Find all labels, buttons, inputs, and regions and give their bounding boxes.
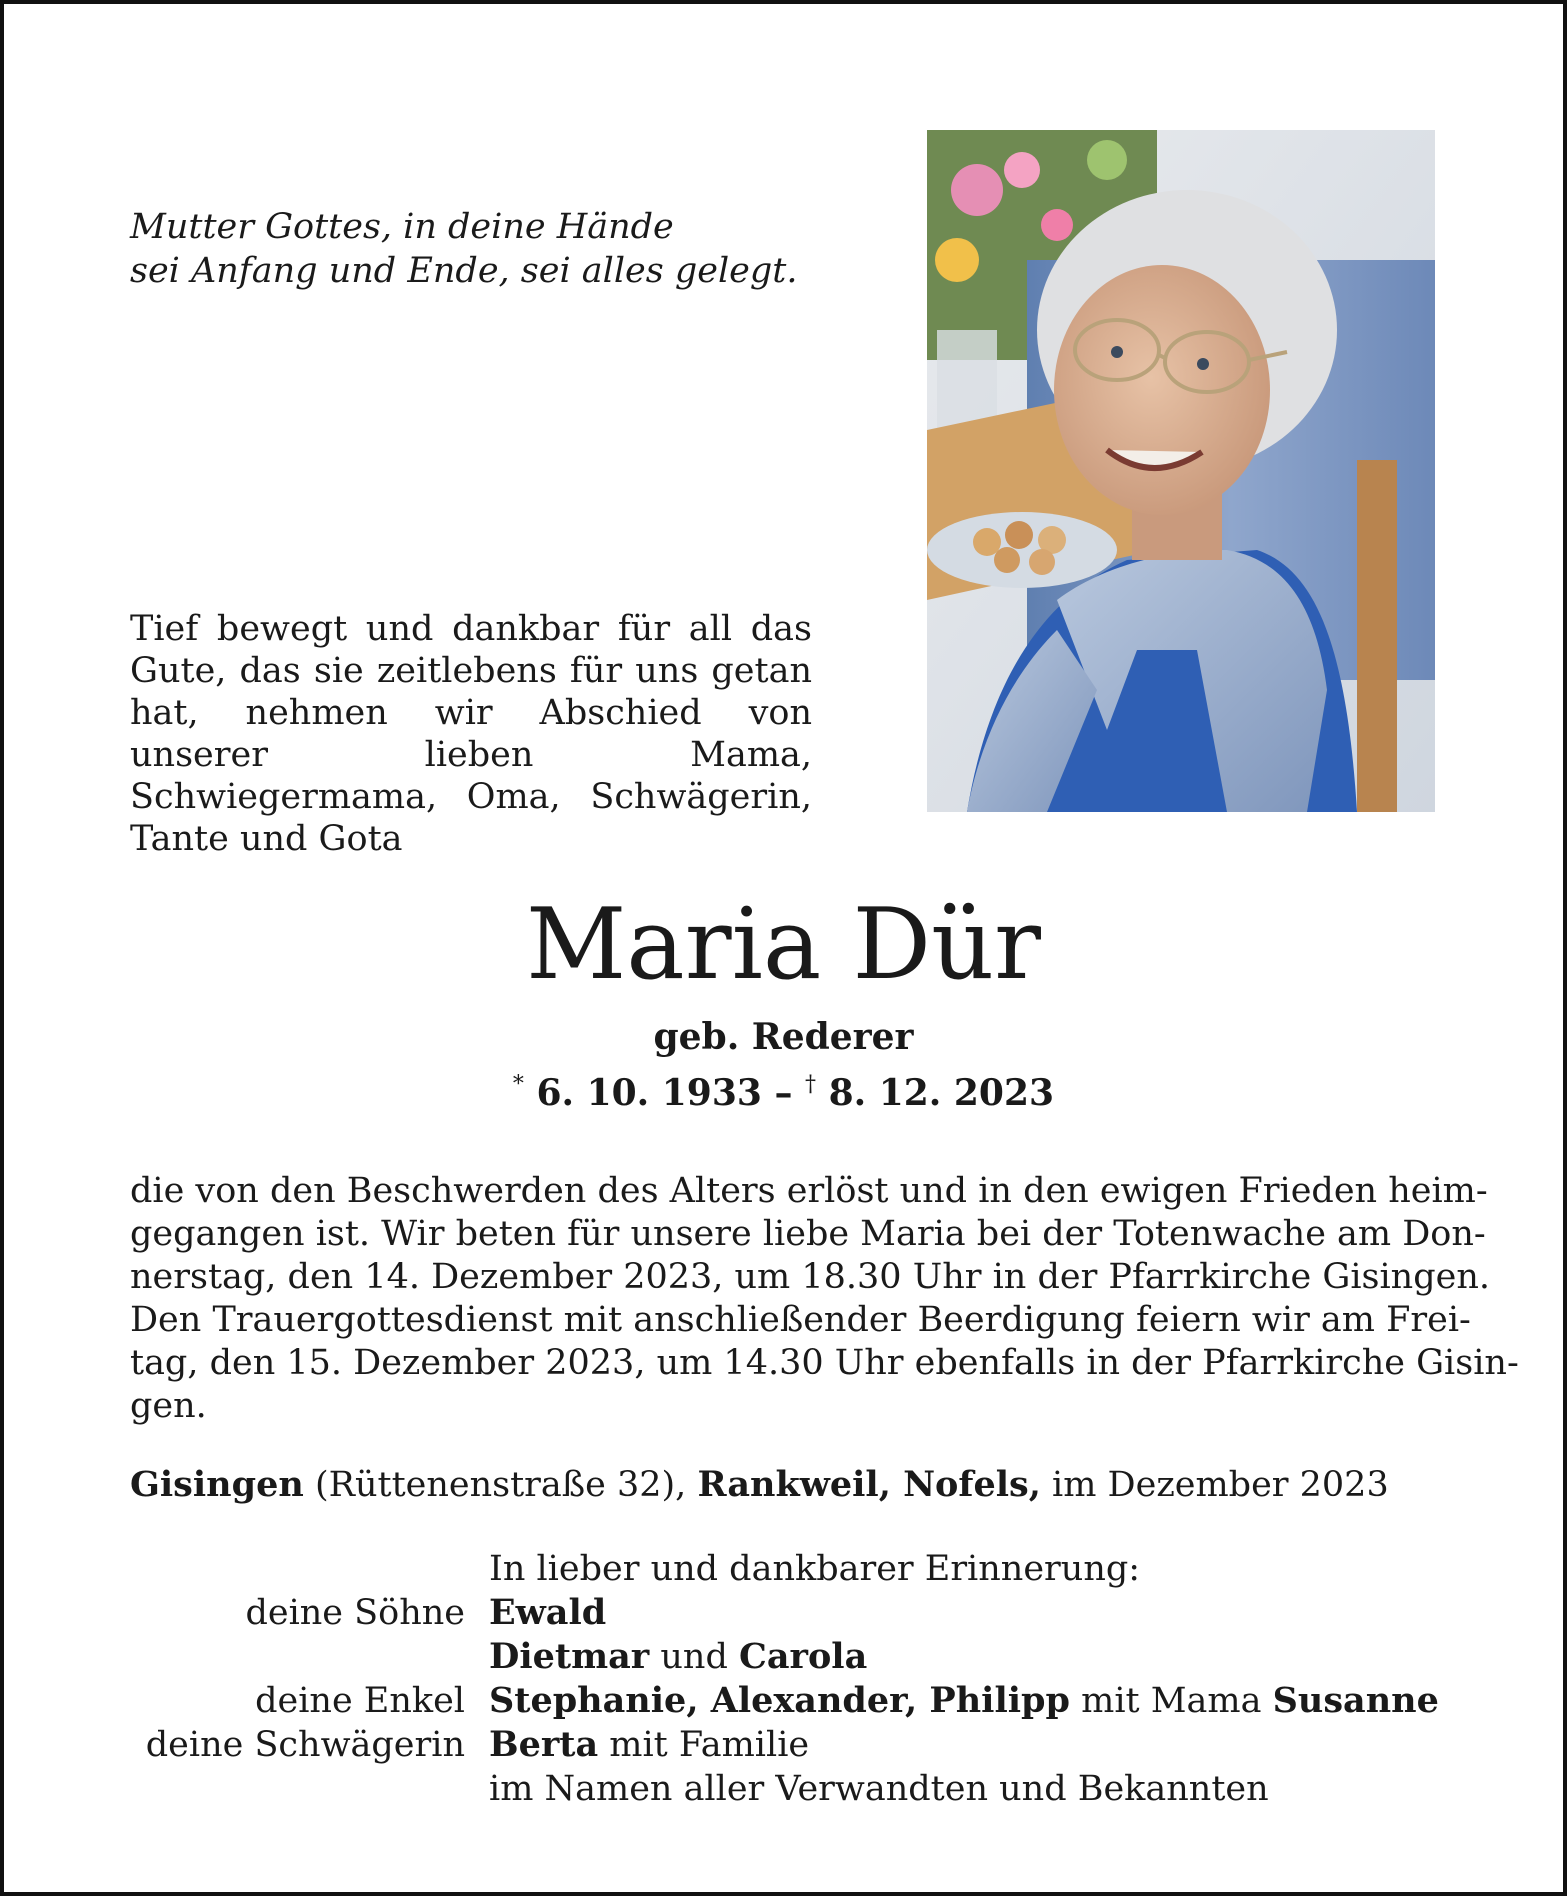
details-line: tag, den 15. Dezember 2023, um 14.30 Uhr ebenfalls in der Pfarrkirche Gisin- bbox=[130, 1343, 1519, 1383]
closing-footer: im Namen aller Verwandten und Bekannten bbox=[489, 1769, 1269, 1809]
mourner-name: Dietmar bbox=[489, 1636, 650, 1677]
mourner-name: Stephanie, Alexander, Philipp bbox=[489, 1680, 1071, 1721]
intro-paragraph: Tief bewegt und dankbar für all das Gute, das sie zeitlebens für uns getan hat, nehmen wir Abschied von unserer lieben Mama, Schwiegermama, Oma, Schwägerin, Tante und Gota bbox=[130, 609, 812, 859]
relation-label: deine Enkel bbox=[255, 1681, 465, 1721]
closing-heading: In lieber und dankbarer Erinnerung: bbox=[489, 1549, 1141, 1589]
motto-line-1: Mutter Gottes, in deine Hände bbox=[130, 207, 674, 247]
place-address: (Rüttenenstraße 32), bbox=[303, 1465, 698, 1505]
place-town-2: Rankweil, Nofels, bbox=[697, 1464, 1041, 1505]
death-date: 8. 12. 2023 bbox=[828, 1072, 1055, 1114]
maiden-name: geb. Rederer bbox=[653, 1016, 914, 1058]
motto-verse bbox=[130, 205, 797, 293]
place-town-1: Gisingen bbox=[130, 1464, 304, 1505]
mourner-name: Susanne bbox=[1272, 1680, 1439, 1721]
details-line: nerstag, den 14. Dezember 2023, um 18.30 Uhr in der Pfarrkirche Gisingen. bbox=[130, 1257, 1491, 1297]
date-separator: – bbox=[774, 1072, 793, 1114]
life-dates bbox=[0, 1063, 1567, 1115]
mourner-name: Berta bbox=[489, 1724, 599, 1765]
death-mark: † bbox=[805, 1072, 817, 1097]
mourner-name: Carola bbox=[738, 1636, 868, 1677]
details-line: Den Trauergottesdienst mit anschließender Beerdigung feiern wir am Frei- bbox=[130, 1300, 1471, 1340]
details-line: die von den Beschwerden des Alters erlöst und in den ewigen Frieden heim- bbox=[130, 1171, 1488, 1211]
deceased-name: Maria Dür bbox=[525, 888, 1042, 1002]
conjunction: und bbox=[649, 1637, 739, 1677]
birth-date: 6. 10. 1933 bbox=[536, 1072, 762, 1114]
place-date: im Dezember 2023 bbox=[1040, 1465, 1389, 1505]
connector-text: mit Mama bbox=[1070, 1681, 1273, 1721]
connector-text: mit Familie bbox=[598, 1725, 810, 1765]
relation-label: deine Söhne bbox=[245, 1593, 465, 1633]
mourner-name: Ewald bbox=[489, 1592, 607, 1633]
funeral-details bbox=[130, 1170, 1519, 1428]
portrait-image bbox=[927, 130, 1435, 812]
details-line: gen. bbox=[130, 1386, 207, 1426]
details-line: gegangen ist. Wir beten für unsere liebe Maria bei der Totenwache am Don- bbox=[130, 1214, 1486, 1254]
relation-label: deine Schwägerin bbox=[145, 1725, 465, 1765]
birth-mark: * bbox=[512, 1072, 524, 1097]
place-date-line bbox=[130, 1463, 1389, 1507]
portrait-photo bbox=[927, 130, 1435, 812]
motto-line-2: sei Anfang und Ende, sei alles gelegt. bbox=[130, 251, 798, 291]
